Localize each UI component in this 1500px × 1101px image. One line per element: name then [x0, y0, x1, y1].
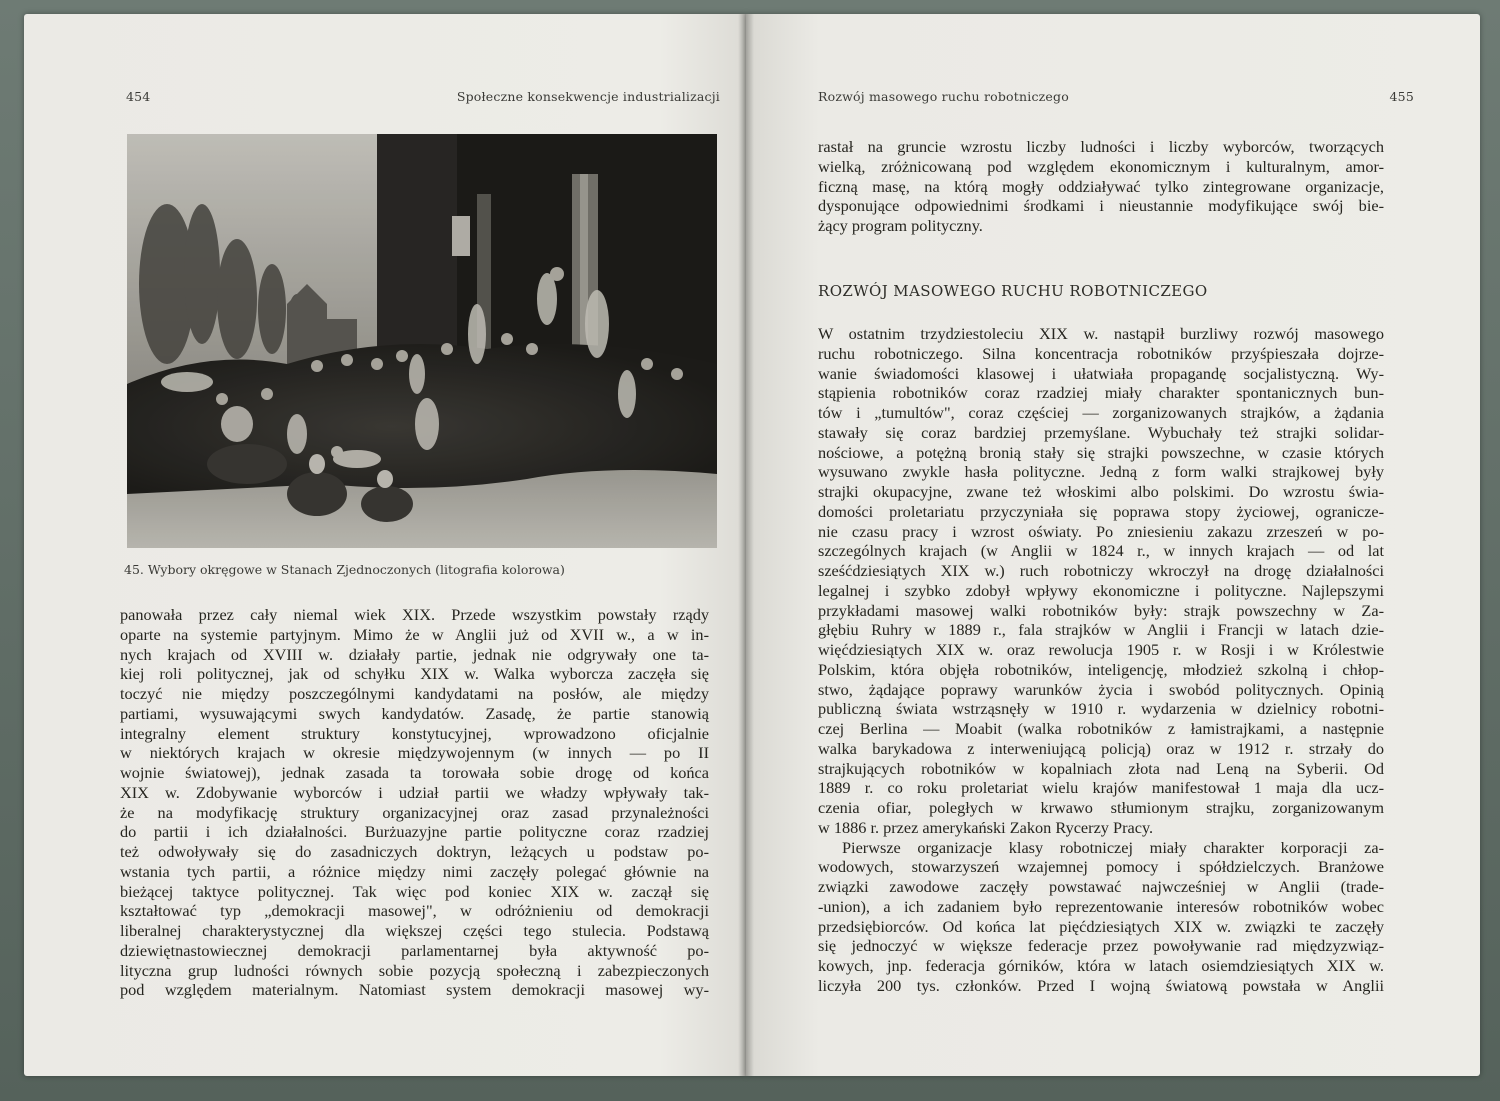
- left-body-text: [120, 605, 709, 1000]
- text-line: w 1886 r. przez amerykański Zakon Rycerzy Pracy.: [818, 817, 1154, 837]
- lithograph-illustration: [127, 134, 717, 548]
- text-line: panowała przez cały niemal wiek XIX. Przede wszystkim powstały rządy: [120, 605, 709, 624]
- right-page: [746, 14, 1480, 1076]
- text-line: kształtować typ „demokracji masowej", w odróżnieniu od demokracji: [120, 901, 709, 921]
- text-line: się jednoczyć w większe federacje przez powoływanie rad międzyzwiąz-: [818, 936, 1384, 956]
- text-line: W ostatnim trzydziestoleciu XIX w. nastąpił burzliwy rozwój masowego: [818, 324, 1384, 343]
- text-line: kowych, jnp. federacja górników, która w latach osiemdziesiątych XIX w.: [818, 956, 1384, 975]
- text-line: wysuwano zwykle hasła polityczne. Jedną z form walki strajkowej były: [818, 462, 1384, 482]
- text-line: też odwoływały się do zasadniczych doktryn, leżących u podstaw po-: [120, 842, 709, 861]
- text-line: wodowych, stowarzyszeń wzajemnej pomocy i spółdzielczych. Branżowe: [818, 857, 1384, 877]
- text-line: XIX w. Zdobywanie wyborców i udział partii we władzy wpływały tak-: [120, 782, 709, 802]
- text-line: czej Berlina — Moabit (walka robotników z łamistrajkami, a następnie: [818, 719, 1384, 738]
- text-line: do partii i ich działalności. Burżuazyjne partie polityczne coraz rzadziej: [120, 822, 709, 842]
- text-line: dziewiętnastowiecznej demokracji parlamentarnej była aktywność po-: [120, 940, 709, 960]
- text-line: głębiu Ruhry w 1889 r., fala strajków w Anglii i Francji w latach dzie-: [818, 620, 1384, 640]
- right-continuation-text: [818, 137, 1384, 236]
- text-line: liczyła 200 tys. członków. Przed I wojną światową powstała w Anglii: [818, 975, 1384, 995]
- election-scene-image: [127, 134, 717, 548]
- text-line: 1889 r. co roku proletariat wielu krajów manifestował 1 maja dla ucz-: [818, 778, 1384, 798]
- text-line: stwo, żądające poprawy warunków życia i swobód politycznych. Opinią: [818, 679, 1384, 699]
- left-running-title: Społeczne konsekwencje industrializacji: [456, 89, 720, 104]
- text-line: Pierwsze organizacje klasy robotniczej miały charakter korporacji za-: [842, 837, 1384, 857]
- text-line: integralny element struktury konstytucyjnej, wprowadzono oficjalnie: [120, 723, 709, 743]
- right-page-number: 455: [1389, 89, 1414, 104]
- text-line: publiczną świata wstrząsnęły w 1910 r. wydarzenia w dzielnicy robotni-: [818, 699, 1384, 719]
- text-line: wielką, zróżnicowaną pod względem ekonomicznym i kulturalnym, amor-: [818, 156, 1384, 176]
- right-running-title: Rozwój masowego ruchu robotniczego: [818, 89, 1069, 104]
- text-line: lityczna grup ludności równych sobie pozycją społeczną i zabezpieczonych: [120, 960, 709, 980]
- left-page: [24, 14, 746, 1076]
- left-page-number: 454: [126, 89, 151, 104]
- text-line: legalnej i szybko zdobył wpływy ekonomiczne i polityczne. Najlepszymi: [818, 580, 1384, 600]
- text-line: w niektórych krajach w okresie międzywojennym (w innych — po II: [120, 743, 709, 763]
- text-line: więćdziesiątych XIX w. oraz rewolucja 1905 r. w Rosji i w Królestwie: [818, 640, 1384, 659]
- text-line: oparte na systemie partyjnym. Mimo że w Anglii już od XVII w., a w in-: [120, 624, 709, 644]
- section-heading: ROZWÓJ MASOWEGO RUCHU ROBOTNICZEGO: [818, 282, 1208, 300]
- text-line: stąpienia robotników coraz rzadziej miały charakter spontanicznych bun-: [818, 383, 1384, 403]
- text-line: rastał na gruncie wzrostu liczby ludności i liczby wyborców, tworzących: [818, 137, 1384, 156]
- text-line: bieżącej taktyce politycznej. Tak więc pod koniec XIX w. zaczął się: [120, 881, 709, 901]
- text-line: toczyć nie między poszczególnymi kandydatami na posłów, ale między: [120, 684, 709, 703]
- text-line: przedsiębiorców. Od końca lat pięćdziesiątych XIX w. związki te zaczęły: [818, 916, 1384, 936]
- text-line: partiami, wysuwającymi swych kandydatów. Zasadę, że partie stanowią: [120, 703, 709, 723]
- text-line: tów i „tumultów", coraz częściej — zorganizowanych strajków, a żądania: [818, 403, 1384, 422]
- text-line: liberalnej charakterystycznej dla większej części tego stulecia. Podstawą: [120, 921, 709, 940]
- text-line: sześćdziesiątych XIX w.) ruch robotniczy wkroczył na drogę działalności: [818, 561, 1384, 580]
- text-line: pod względem materialnym. Natomiast system demokracji masowej wy-: [120, 980, 709, 1000]
- text-line: wanie świadomości klasowej i ułatwiała propagandę socjalistyczną. Wy-: [818, 363, 1384, 383]
- text-line: wstania tych partii, a różnice między nimi zaczęły polegać głównie na: [120, 861, 709, 881]
- text-line: Polskim, która objęła robotników, inteligencję, młodzież szkolną i chłop-: [818, 659, 1384, 679]
- text-line: walka barykadowa z interweniującą policją) oraz w 1912 r. strzały do: [818, 738, 1384, 758]
- text-line: nie czasu pracy i wzrost oświaty. Po zniesieniu zakazu zrzeszeń w po-: [818, 521, 1384, 541]
- text-line: że na modyfikację struktury organizacyjnej oraz zasad przynależności: [120, 802, 709, 822]
- text-line: -union), a ich zadaniem było reprezentowanie interesów robotników wobec: [818, 896, 1384, 916]
- figure-caption: 45. Wybory okręgowe w Stanach Zjednoczonych (litografia kolorowa): [124, 562, 565, 577]
- text-line: nościowe, a potężną bronią stały się strajki powszechne, w czasie których: [818, 442, 1384, 462]
- text-line: czenia ofiar, poległych w krwawo stłumionym strajku, zorganizowanym: [818, 798, 1384, 817]
- text-line: strajki okupacyjne, zwane też włoskimi albo polskimi. Do wzrostu świa-: [818, 482, 1384, 501]
- text-line: szczególnych krajach (w Anglii w 1824 r., w innych krajach — od lat: [818, 541, 1384, 561]
- text-line: stawały się coraz bardziej przemyślane. Wybuchały też strajki solidar-: [818, 422, 1384, 442]
- text-line: kiej roli politycznej, jak od schyłku XIX w. Walka wyborcza zaczęła się: [120, 664, 709, 684]
- text-line: dysponujące odpowiednimi środkami i nieustannie modyfikujące swój bie-: [818, 196, 1384, 216]
- text-line: nych krajach od XVIII w. działały partie, jednak nie odgrywały one ta-: [120, 644, 709, 664]
- text-line: domości proletariatu przyczyniała się poprawa stopy życiowej, ogranicze-: [818, 501, 1384, 521]
- right-section-text: [818, 324, 1384, 996]
- text-line: związki zawodowe zaczęły powstawać najwcześniej w Anglii (trade-: [818, 877, 1384, 896]
- text-line: ficzną masę, na którą mogły oddziaływać tylko zintegrowane organizacje,: [818, 176, 1384, 196]
- text-line: przykładami masowej walki robotników były: strajk powszechny w Za-: [818, 600, 1384, 620]
- text-line: wojnie światowej), jednak zasada ta torowała sobie drogę od końca: [120, 763, 709, 782]
- text-line: strajkujących robotników w kopalniach złota nad Leną na Syberii. Od: [818, 758, 1384, 778]
- text-line: żący program polityczny.: [818, 216, 983, 235]
- text-line: ruchu robotniczego. Silna koncentracja robotników przyśpieszała dojrze-: [818, 343, 1384, 363]
